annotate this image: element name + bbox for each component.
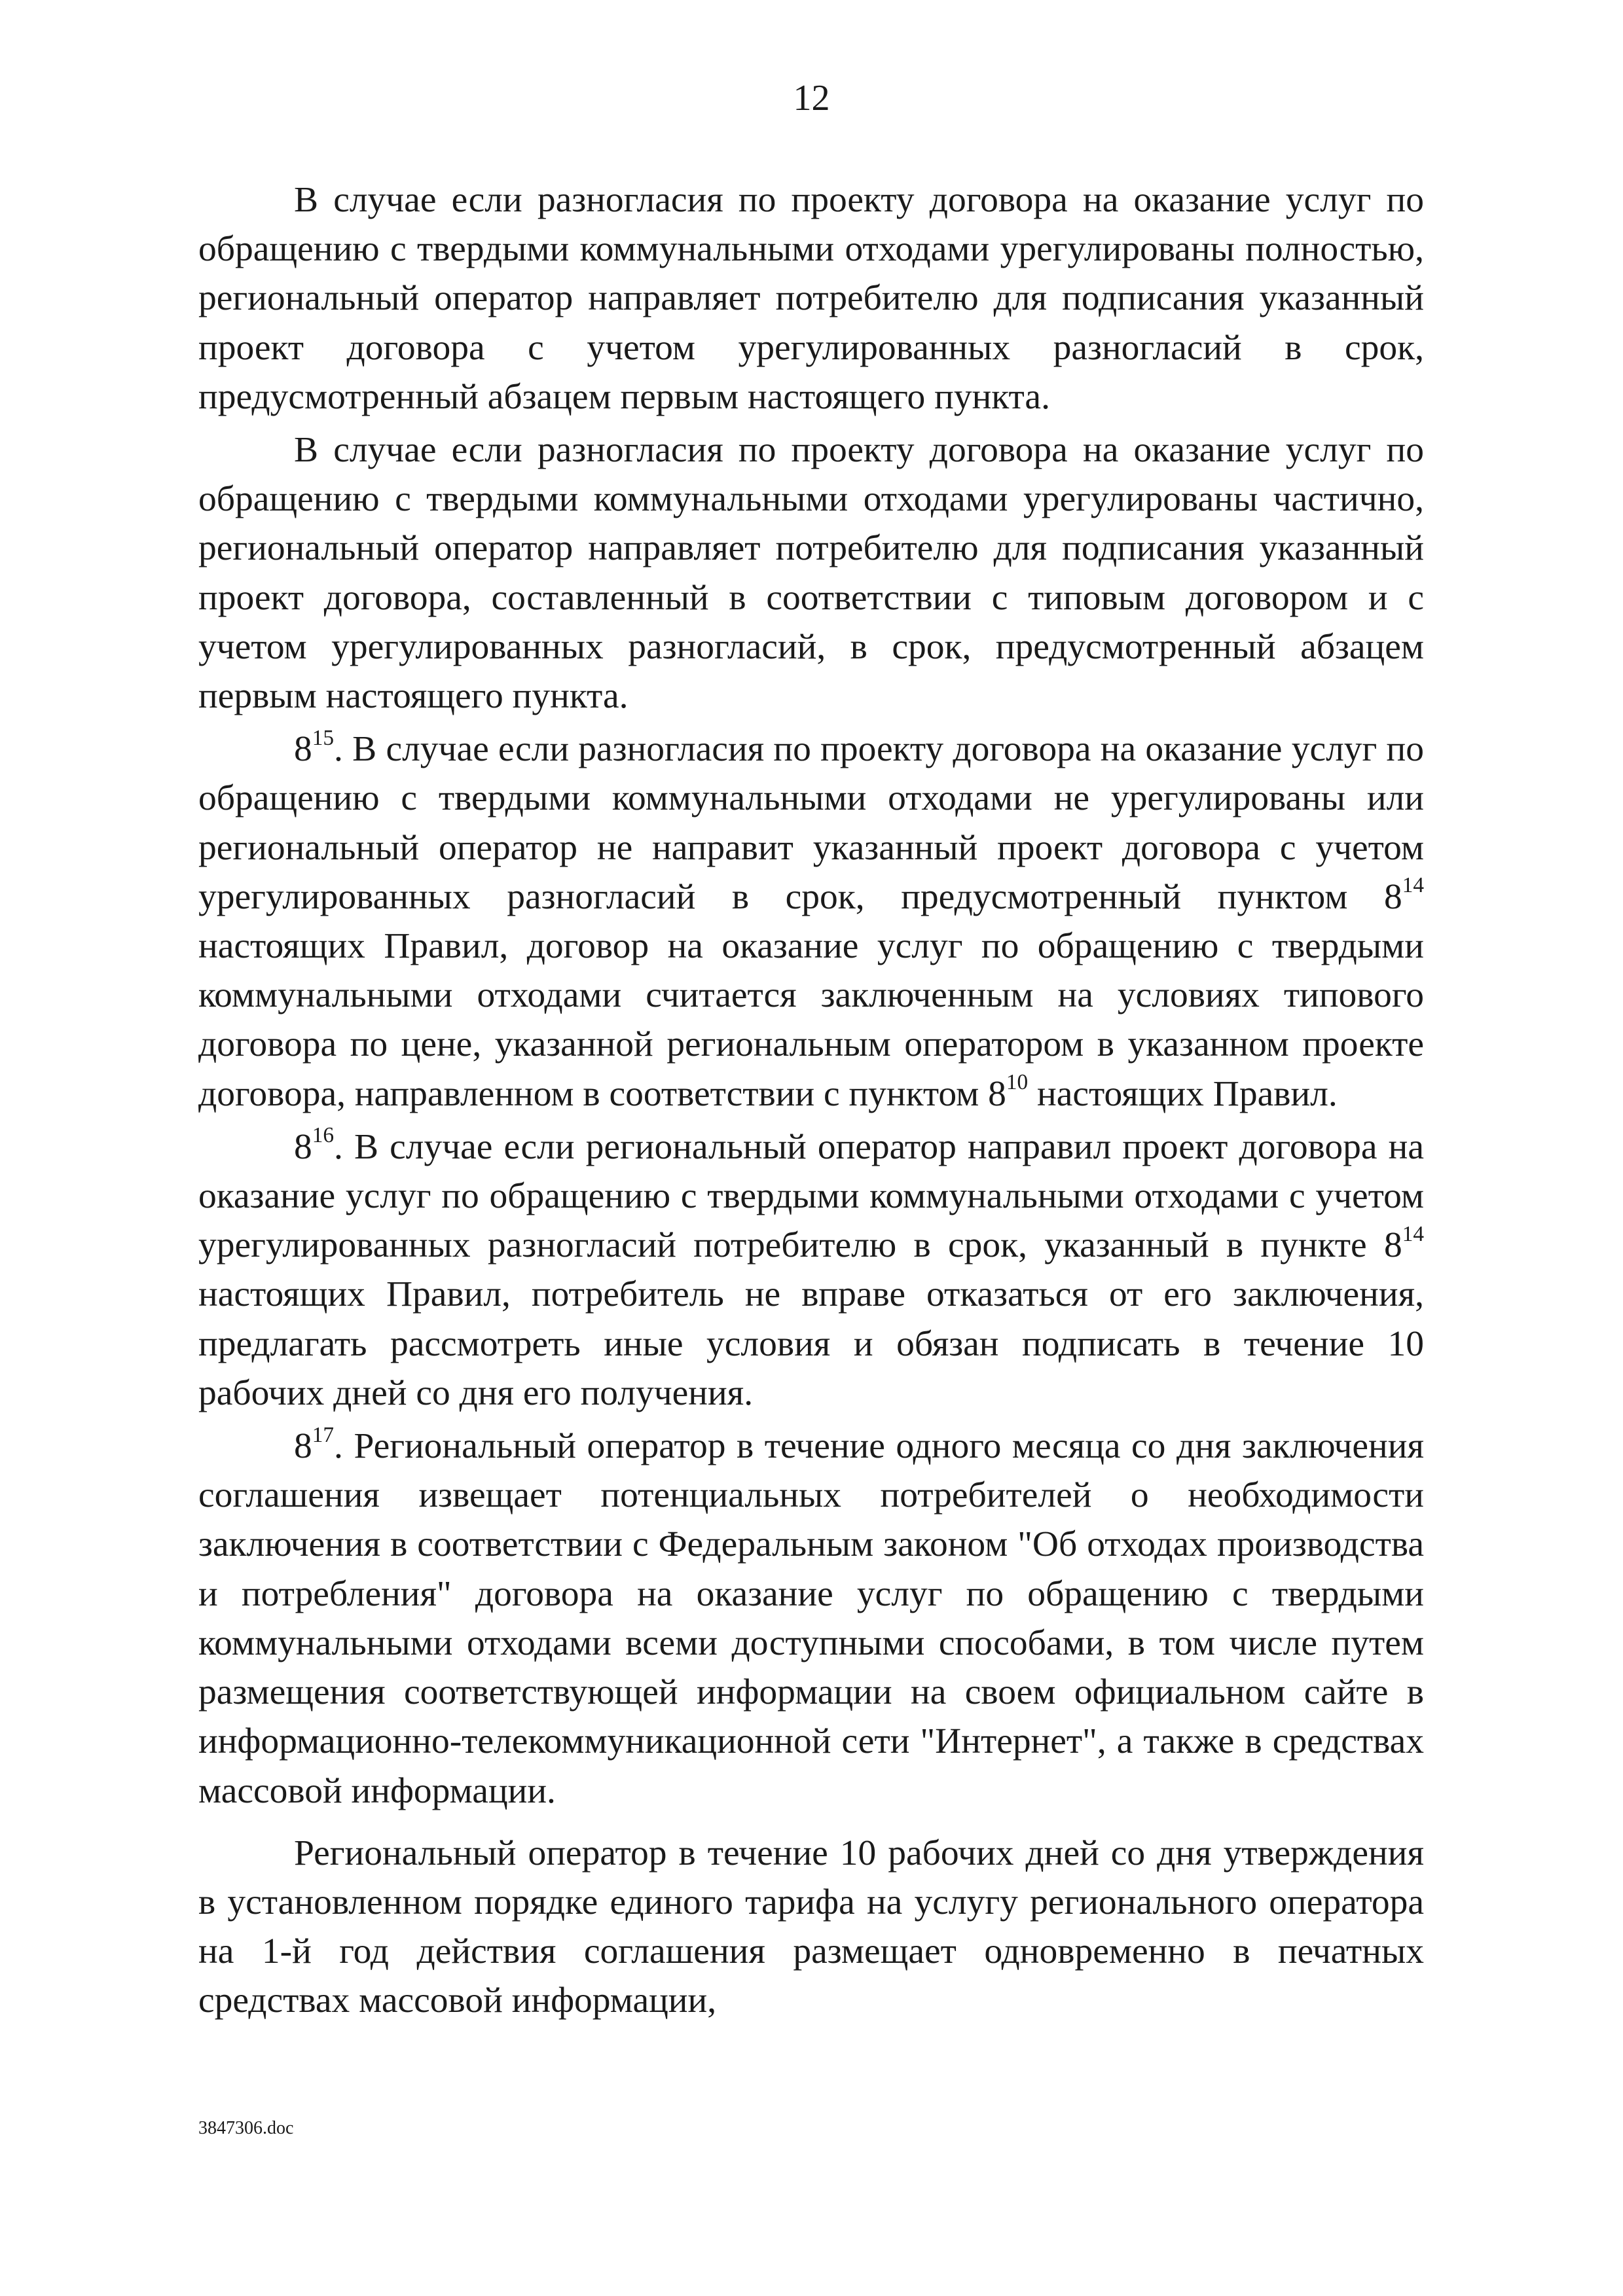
paragraph: Региональный оператор в течение 10 рабочих дней со дня утверждения в установленном порядке единого тарифа на услугу регионального оператора на 1-й год действия соглашения размещает одновременно в печатных средствах массовой информации, xyxy=(198,1833,1424,2021)
clause-reference: $8^{14}$ xyxy=(1383,873,1424,917)
paragraph-8-16: $8^{16}$. В случае если региональный оператор направил проект договора на оказание услуг по обращению с твердыми коммунальными отходами с учетом урегулированных разногласий потребителю в срок, указанный в пункте $8^{14}$ настоящих Правил, потребитель не вправе отказаться от его заключения, предлагать рассмотреть иные условия и обязан подписать в течение 10 рабочих дней со дня его получения. xyxy=(198,1123,1424,1413)
document-filename: 3847306.doc xyxy=(198,2118,294,2138)
paragraph: В случае если разногласия по проекту договора на оказание услуг по обращению с твердыми коммунальными отходами урегулированы полностью, региональный оператор направляет потребителю для подписания указанный проект договора с учетом урегулированных разногласий в срок, предусмотренный абзацем первым настоящего пункта. xyxy=(198,180,1424,417)
paragraph: В случае если разногласия по проекту договора на оказание услуг по обращению с твердыми коммунальными отходами урегулированы частично, региональный оператор направляет потребителю для подписания указанный проект договора, составленный в соответствии с типовым договором и с учетом урегулированных разногласий, в срок, предусмотренный абзацем первым настоящего пункта. xyxy=(198,430,1424,717)
paragraph-8-15: $8^{15}$. В случае если разногласия по проекту договора на оказание услуг по обращению с твердыми коммунальными отходами не урегулированы или региональный оператор не направит указанный проект договора с учетом урегулированных разногласий в срок, предусмотренный пунктом $8^{14}$ настоящих Правил, договор на оказание услуг по обращению с твердыми коммунальными отходами считается заключенным на условиях типового договора по цене, указанной региональным оператором в указанном проекте договора, направленном в соответствии с пунктом $8^{10}$ настоящих Правил. xyxy=(198,725,1424,1114)
paragraph-8-17: $8^{17}$. Региональный оператор в течение одного месяца со дня заключения соглашения извещает потенциальных потребителей о необходимости заключения в соответствии с Федеральным законом "Об отходах производства и потребления" договора на оказание услуг по обращению с твердыми коммунальными отходами всеми доступными способами, в том числе путем размещения соответствующей информации на своем официальном сайте в информационно-телекоммуникационной сети "Интернет", а также в средствах массовой информации. xyxy=(198,1422,1424,1811)
body-text xyxy=(198,175,1424,2026)
clause-number: $8^{15}$ xyxy=(294,725,335,770)
clause-number: $8^{17}$ xyxy=(294,1422,335,1467)
clause-number: $8^{16}$ xyxy=(294,1123,335,1167)
page-number: 12 xyxy=(793,78,830,118)
clause-reference: $8^{14}$ xyxy=(1383,1221,1424,1266)
clause-reference: $8^{10}$ xyxy=(988,1070,1029,1114)
